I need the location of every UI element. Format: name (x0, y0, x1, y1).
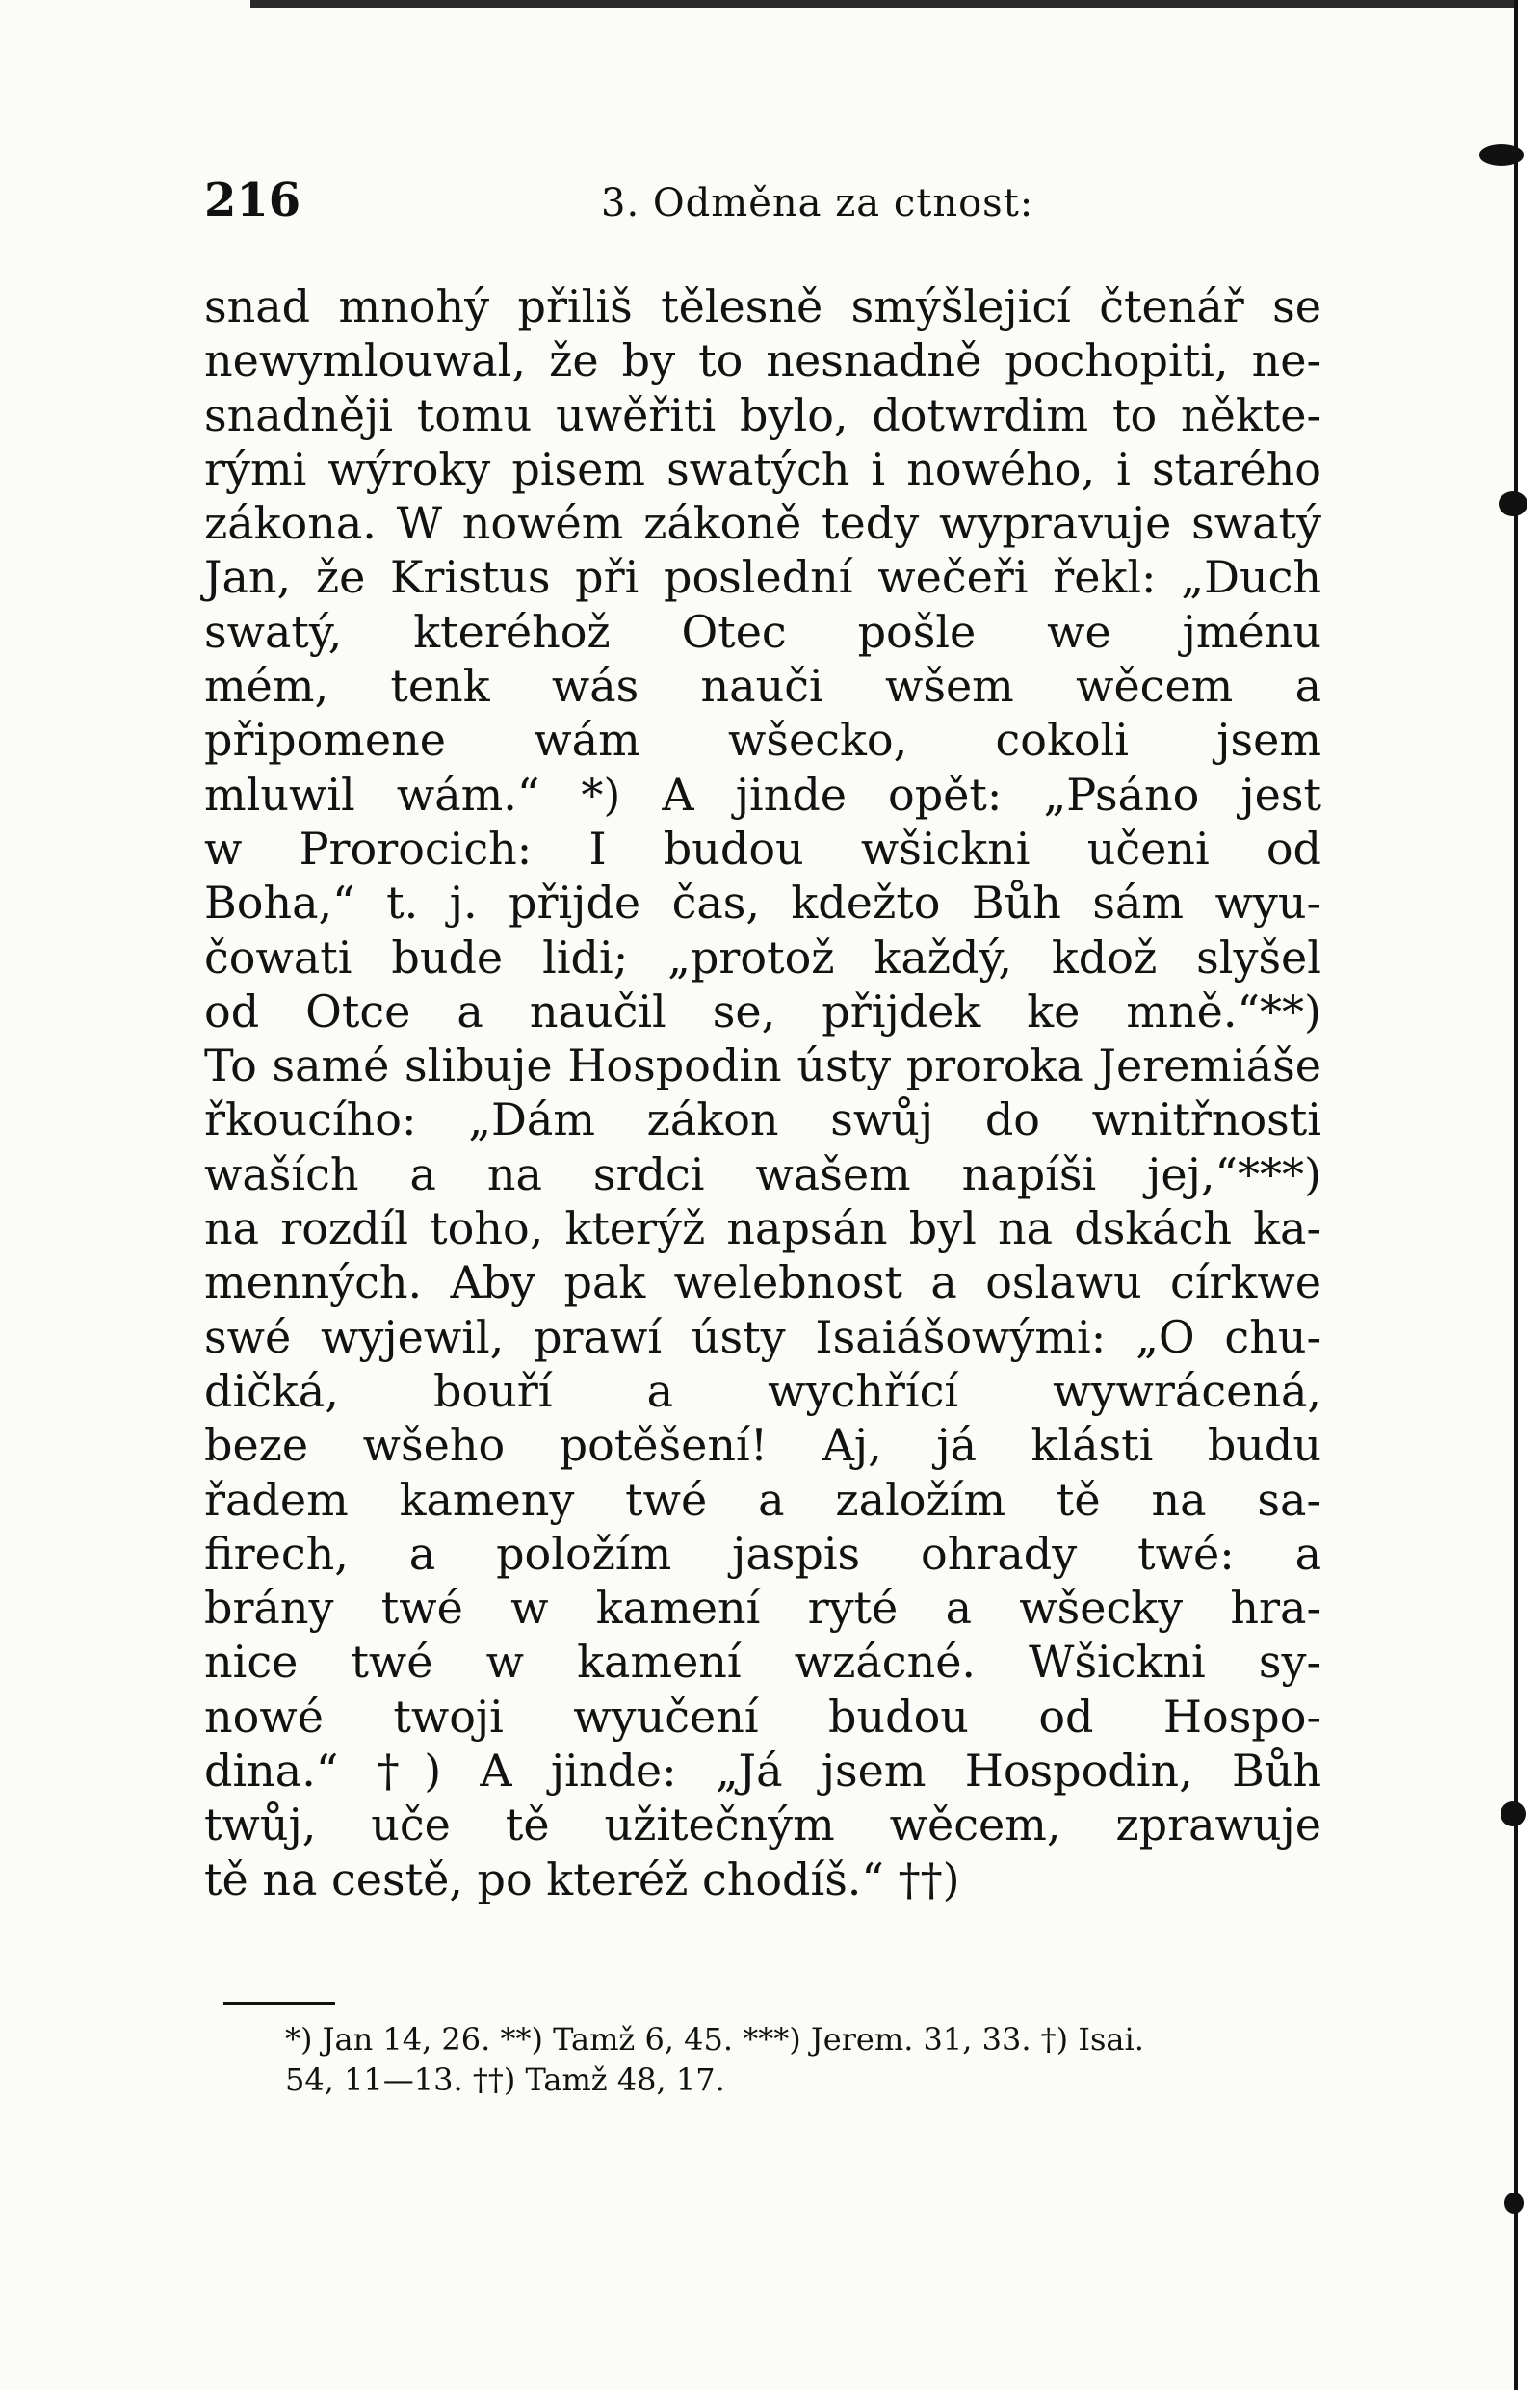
text-line: snad mnohý přiliš tělesně smýšlejicí čtenář se (204, 280, 1321, 332)
text-line: čowati bude lidi; „protož každý, kdož slyšel (204, 931, 1321, 984)
ink-blot (1499, 491, 1527, 516)
text-line: waších a na srdci wašem napíši jej,“***) (204, 1147, 1321, 1200)
text-line: To samé slibuje Hospodin ústy proroka Jeremiáše (204, 1039, 1321, 1092)
text-line: menných. Aby pak welebnost a oslawu církwe (204, 1256, 1321, 1309)
text-line: připomene wám wšecko, cokoli jsem (204, 714, 1321, 767)
ink-blot (1504, 2193, 1524, 2214)
text-line: nice twé w kamení wzácné. Wšickni sy- (204, 1636, 1321, 1689)
page-top-edge (250, 0, 1514, 8)
body-text (204, 279, 1321, 1906)
text-line: nowé twoji wyučení budou od Hospo- (204, 1690, 1321, 1743)
text-line: beze wšeho potěšení! Aj, já klásti budu (204, 1419, 1321, 1472)
text-line: řkoucího: „Dám zákon swůj do wnitřnosti (204, 1093, 1321, 1146)
footnotes (285, 2019, 1325, 2100)
text-line: zákona. W nowém zákoně tedy wypravuje swatý (204, 497, 1321, 550)
text-line: dičká, bouří a wychřící wywrácená, (204, 1364, 1321, 1417)
text-line: řadem kameny twé a založím tě na sa- (204, 1473, 1321, 1526)
text-line: mluwil wám.“ *) A jinde opět: „Psáno jest (204, 768, 1321, 821)
text-line: Boha,“ t. j. přijde čas, kdežto Bůh sám wyu- (204, 877, 1321, 930)
text-line: rými wýroky pisem swatých i nowého, i starého (204, 442, 1321, 495)
text-line: na rozdíl toho, kterýž napsán byl na dskách ka- (204, 1202, 1321, 1255)
text-line: dina.“ †) A jinde: „Já jsem Hospodin, Bůh (204, 1745, 1321, 1798)
text-line: brány twé w kamení ryté a wšecky hra- (204, 1582, 1321, 1635)
ink-blot (1479, 144, 1524, 166)
page-header (204, 173, 1360, 241)
footnote-divider (223, 2002, 335, 2005)
footnote-line: *) Jan 14, 26. **) Tamž 6, 45. ***) Jerem. 31, 33. †) Isai. (285, 2021, 1144, 2058)
text-line: twůj, uče tě užitečným wěcem, zprawuje (204, 1799, 1321, 1852)
text-line: tě na cestě, po kteréž chodíš.“ ††) (204, 1852, 960, 1905)
running-head: 3. Odměna za ctnost: (601, 181, 1034, 225)
page-number: 216 (204, 173, 301, 227)
text-line: swé wyjewil, prawí ústy Isaiášowými: „O chu- (204, 1310, 1321, 1363)
text-line: mém, tenk wás nauči wšem wěcem a (204, 660, 1321, 713)
text-line: newymlouwal, že by to nesnadně pochopiti, ne- (204, 334, 1321, 387)
page-margin-strip (1518, 0, 1540, 2390)
text-line: od Otce a naučil se, přijdek ke mně.“**) (204, 985, 1321, 1037)
text-line: Jan, že Kristus při poslední wečeři řekl: „Duch (204, 551, 1321, 604)
footnote-line: 54, 11—13. ††) Tamž 48, 17. (285, 2062, 725, 2098)
text-line: snadněji tomu uwěřiti bylo, dotwrdim to někte- (204, 388, 1321, 441)
text-line: firech, a položím jaspis ohrady twé: a (204, 1527, 1321, 1580)
text-line: swatý, kteréhož Otec pošle we jménu (204, 605, 1321, 658)
text-line: w Prorocich: I budou wšickni učeni od (204, 822, 1321, 875)
ink-blot (1501, 1801, 1526, 1826)
